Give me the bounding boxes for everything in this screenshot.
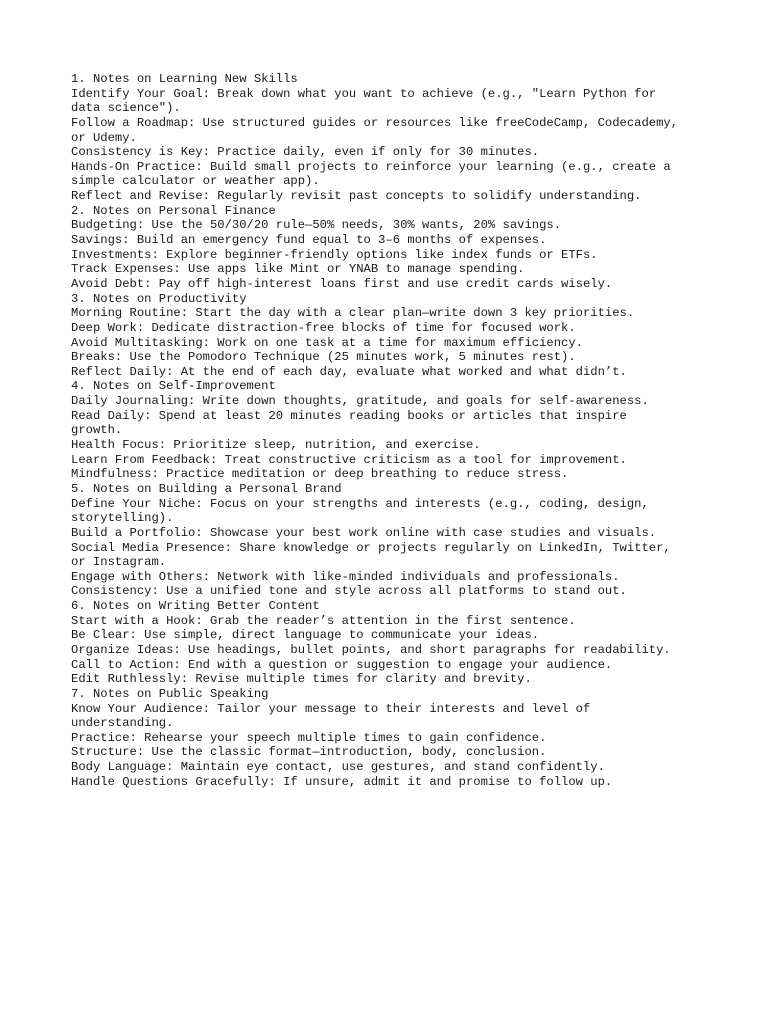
text-line: Learn From Feedback: Treat constructive criticism as a tool for improvement.	[71, 452, 627, 467]
text-line: Budgeting: Use the 50/30/20 rule—50% needs, 30% wants, 20% savings.	[71, 218, 562, 233]
text-line: Avoid Debt: Pay off high-interest loans first and use credit cards wisely.	[71, 276, 613, 291]
text-line: Structure: Use the classic format—introduction, body, conclusion.	[71, 745, 547, 760]
text-line: Read Daily: Spend at least 20 minutes reading books or articles that inspire	[71, 408, 627, 423]
text-line: Reflect Daily: At the end of each day, evaluate what worked and what didn’t.	[71, 364, 627, 379]
text-line: Savings: Build an emergency fund equal to 3–6 months of expenses.	[71, 233, 547, 248]
text-line: understanding.	[71, 716, 174, 731]
text-line: Reflect and Revise: Regularly revisit past concepts to solidify understanding.	[71, 189, 642, 204]
text-line: Avoid Multitasking: Work on one task at a time for maximum efficiency.	[71, 335, 583, 350]
text-line: Call to Action: End with a question or suggestion to engage your audience.	[71, 657, 613, 672]
text-line: Morning Routine: Start the day with a clear plan—write down 3 key priorities.	[71, 306, 635, 321]
section-heading: 4. Notes on Self-Improvement	[71, 379, 276, 394]
section-heading: 2. Notes on Personal Finance	[71, 203, 276, 218]
text-line: Know Your Audience: Tailor your message to their interests and level of	[71, 701, 591, 716]
text-line: growth.	[71, 423, 123, 438]
text-line: Daily Journaling: Write down thoughts, gratitude, and goals for self-awareness.	[71, 394, 649, 409]
text-line: Mindfulness: Practice meditation or deep breathing to reduce stress.	[71, 467, 569, 482]
text-line: Practice: Rehearse your speech multiple times to gain confidence.	[71, 730, 547, 745]
text-line: storytelling).	[71, 511, 174, 526]
text-line: Body Language: Maintain eye contact, use gestures, and stand confidently.	[71, 760, 605, 775]
text-line: Start with a Hook: Grab the reader’s attention in the first sentence.	[71, 613, 576, 628]
text-line: or Udemy.	[71, 130, 137, 145]
text-line: Edit Ruthlessly: Revise multiple times for clarity and brevity.	[71, 672, 532, 687]
text-line: Deep Work: Dedicate distraction-free blocks of time for focused work.	[71, 320, 576, 335]
text-line: Health Focus: Prioritize sleep, nutrition, and exercise.	[71, 438, 481, 453]
text-line: or Instagram.	[71, 555, 167, 570]
section-heading: 6. Notes on Writing Better Content	[71, 599, 320, 614]
text-line: Investments: Explore beginner-friendly options like index funds or ETFs.	[71, 247, 598, 262]
section-heading: 5. Notes on Building a Personal Brand	[71, 481, 342, 496]
section-heading: 7. Notes on Public Speaking	[71, 686, 269, 701]
text-line: Breaks: Use the Pomodoro Technique (25 minutes work, 5 minutes rest).	[71, 350, 576, 365]
section-heading: 3. Notes on Productivity	[71, 291, 247, 306]
text-line: Identify Your Goal: Break down what you want to achieve (e.g., "Learn Python for	[71, 86, 657, 101]
text-line: Handle Questions Gracefully: If unsure, admit it and promise to follow up.	[71, 774, 613, 789]
text-line: Define Your Niche: Focus on your strengths and interests (e.g., coding, design,	[71, 496, 649, 511]
text-line: simple calculator or weather app).	[71, 174, 320, 189]
text-line: Hands-On Practice: Build small projects to reinforce your learning (e.g., create a	[71, 159, 671, 174]
text-line: Track Expenses: Use apps like Mint or YNAB to manage spending.	[71, 262, 525, 277]
text-line: Build a Portfolio: Showcase your best work online with case studies and visuals.	[71, 525, 657, 540]
text-line: Consistency: Use a unified tone and style across all platforms to stand out.	[71, 584, 627, 599]
text-line: Organize Ideas: Use headings, bullet points, and short paragraphs for readability.	[71, 642, 671, 657]
text-line: Follow a Roadmap: Use structured guides or resources like freeCodeCamp, Codecademy,	[71, 115, 679, 130]
text-line: Social Media Presence: Share knowledge or projects regularly on LinkedIn, Twitter,	[71, 540, 671, 555]
text-line: Be Clear: Use simple, direct language to communicate your ideas.	[71, 628, 540, 643]
text-line: Consistency is Key: Practice daily, even if only for 30 minutes.	[71, 145, 540, 160]
text-line: Engage with Others: Network with like-minded individuals and professionals.	[71, 569, 620, 584]
section-heading: 1. Notes on Learning New Skills	[71, 72, 298, 86]
text-line: data science").	[71, 101, 181, 116]
document-text	[71, 72, 711, 789]
